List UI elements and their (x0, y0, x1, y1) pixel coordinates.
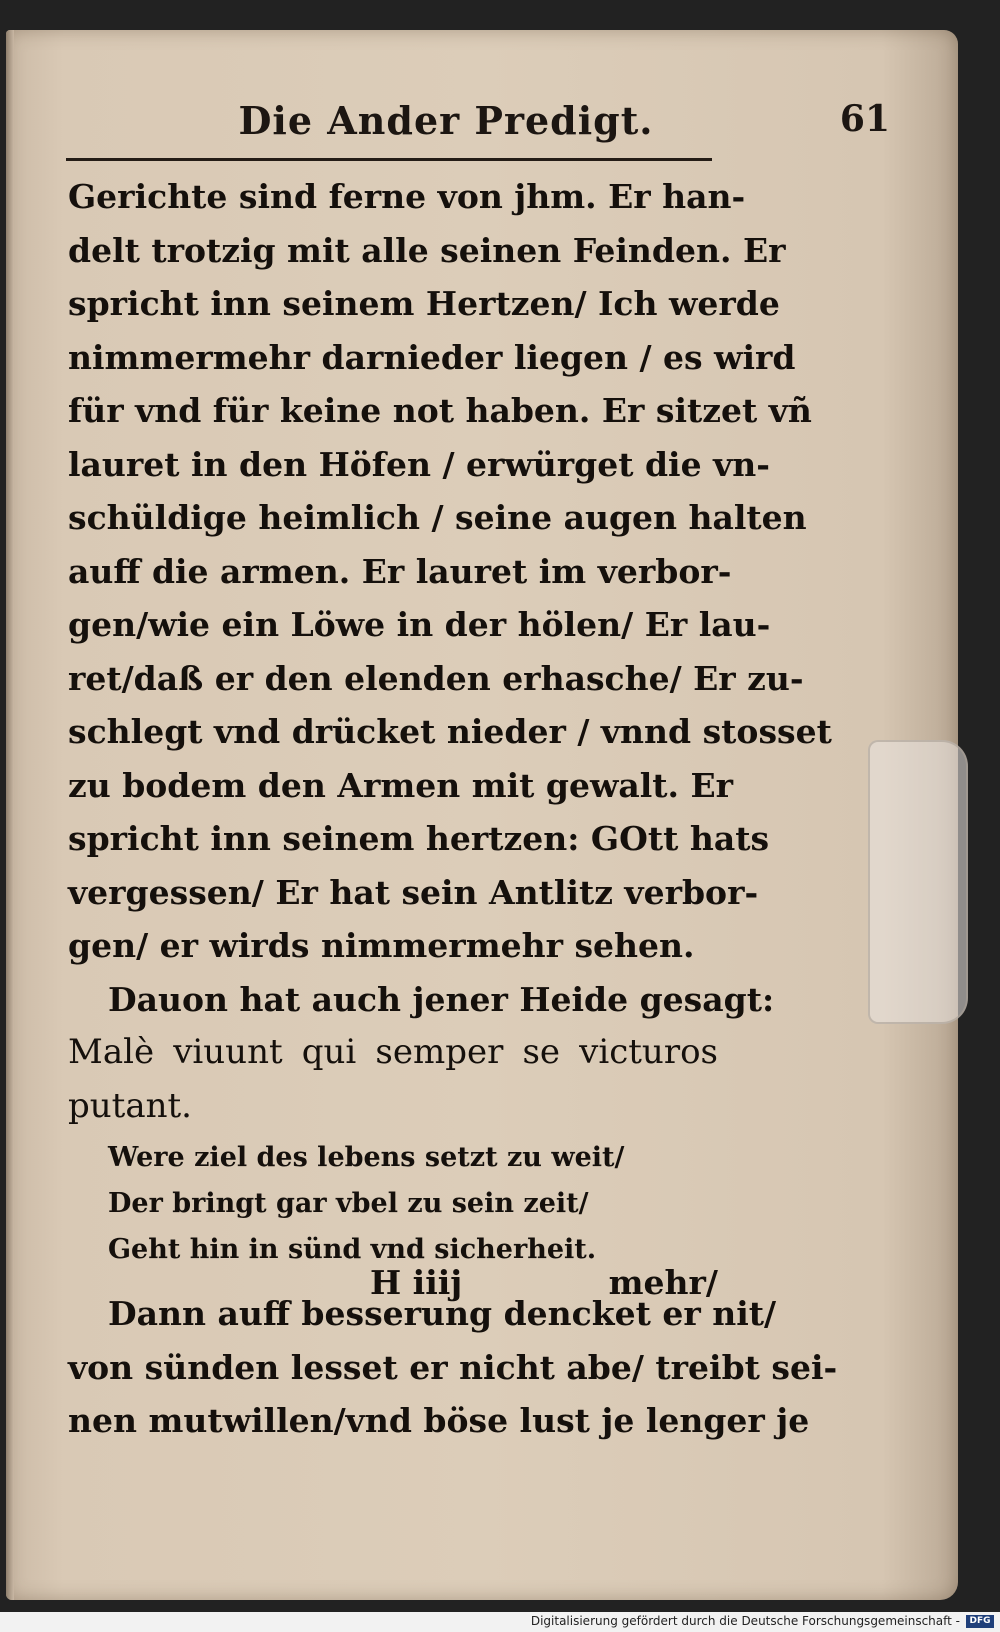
signature-mark: H iiij (370, 1263, 463, 1302)
text-line: gen/wie ein Löwe in der hölen/ Er lau- (68, 605, 771, 644)
text-line: lauret in den Höfen / erwürget die vn- (68, 444, 770, 484)
verse-line: Der bringt gar vbel zu sein zeit/ (108, 1188, 589, 1219)
page-header (66, 98, 890, 158)
footer-credit: Digitalisierung gefördert durch die Deutsche Forschungsgemeinschaft - (530, 1614, 960, 1628)
verse-line: Geht hin in sünd vnd sicherheit. (108, 1234, 597, 1265)
text-line: gen/ er wirds nimmermehr sehen. (68, 926, 695, 965)
catch-line (68, 1263, 718, 1313)
text-line: delt trotzig mit alle seinen Feinden. Er (68, 230, 786, 270)
text-line: schüldige heimlich / seine augen halten (68, 498, 807, 537)
text-line: von sünden lesset er nicht abe/ treibt sei- (68, 1347, 838, 1387)
dfg-logo: DFG (966, 1615, 994, 1628)
text-line: auff die armen. Er lauret im verbor- (68, 551, 732, 591)
latin-quote-line: Malè viuunt qui semper se victuros (68, 1032, 718, 1072)
plastic-page-tab (868, 740, 968, 1024)
body-text (68, 170, 838, 1448)
text-line: nen mutwillen/vnd böse lust je lenger je (68, 1401, 810, 1440)
text-line: vergessen/ Er hat sein Antlitz verbor- (68, 872, 759, 912)
verse-line: Were ziel des lebens setzt zu weit/ (108, 1142, 625, 1173)
text-line: nimmermehr darnieder liegen / es wird (68, 337, 796, 377)
digitization-footer (0, 1612, 1000, 1632)
paragraph-opening-line: Dauon hat auch jener Heide gesagt: (108, 979, 775, 1019)
paragraph-opening-line: Dann auff besserung dencket er nit/ (108, 1294, 777, 1333)
text-line: für vnd für keine not haben. Er sitzet vñ (68, 391, 812, 430)
text-line: Gerichte sind ferne von jhm. Er han- (68, 177, 746, 216)
verse-block (68, 1135, 718, 1273)
running-title: Die Ander Predigt. (238, 98, 654, 143)
header-rule (66, 158, 712, 161)
text-line: zu bodem den Armen mit gewalt. Er (68, 765, 734, 805)
latin-quote-line: putant. (68, 1085, 192, 1126)
text-line: ret/daß er den elenden erhasche/ Er zu- (68, 658, 804, 698)
catchword: mehr/ (608, 1263, 718, 1302)
page-gutter (6, 30, 14, 1600)
text-line: spricht inn seinem hertzen: GOtt hats (68, 819, 770, 858)
text-line: schlegt vnd drücket nieder / vnnd stosset (68, 712, 832, 751)
page-number: 61 (839, 98, 890, 140)
text-line: spricht inn seinem Hertzen/ Ich werde (68, 284, 780, 323)
